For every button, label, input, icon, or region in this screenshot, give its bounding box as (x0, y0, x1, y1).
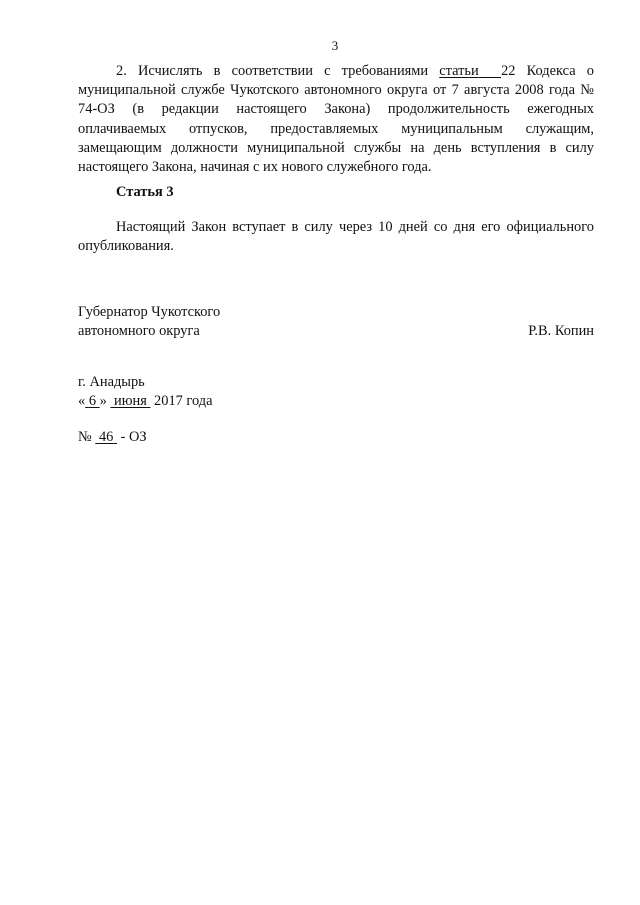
date-month: июня (114, 393, 147, 410)
date-year: 2017 года (154, 393, 213, 410)
signatory-position-line2: автономного округа (78, 323, 200, 340)
article-3-paragraph (78, 218, 594, 256)
document-number (78, 428, 147, 447)
clause-number: 2. (116, 63, 127, 79)
article-3-heading: Статья 3 (116, 184, 174, 200)
signatory-position-line1: Губернатор Чукотского (78, 304, 221, 320)
clause-2-paragraph (78, 62, 594, 177)
clause-text-before-link: Исчислять в соответствии с требованиями (137, 63, 429, 79)
place-date-block (78, 373, 212, 411)
signature-block (78, 303, 594, 341)
doc-number-value: 46 (98, 429, 114, 445)
doc-number-prefix: № (78, 429, 92, 445)
article-link[interactable]: статьи (439, 63, 479, 79)
place: г. Анадырь (78, 374, 145, 390)
signatory-name: Р.В. Копин (528, 323, 594, 340)
date-open-quote: « (78, 393, 86, 410)
date-day: 6 (88, 393, 97, 410)
date-close-quote: » (99, 393, 107, 410)
doc-number-suffix: - ОЗ (120, 429, 147, 445)
article-3-text: Настоящий Закон вступает в силу через 10 дней со дня его официального опубликования. (78, 219, 594, 255)
date-line (78, 392, 212, 411)
clause-text-after-link: 22 Кодекса о муниципальной службе Чукотского автономного округа от 7 августа 2008 года № 74-ОЗ (в редакции настоящего Закона) продолжительность ежегодных оплачиваемых отпусков, предоставляемых муниципальным служащим, замещающим должности муниципальной службы на день вступления в силу настоящего Закона, начиная с их нового служебного года. (78, 63, 594, 176)
page-number: 3 (331, 38, 339, 53)
